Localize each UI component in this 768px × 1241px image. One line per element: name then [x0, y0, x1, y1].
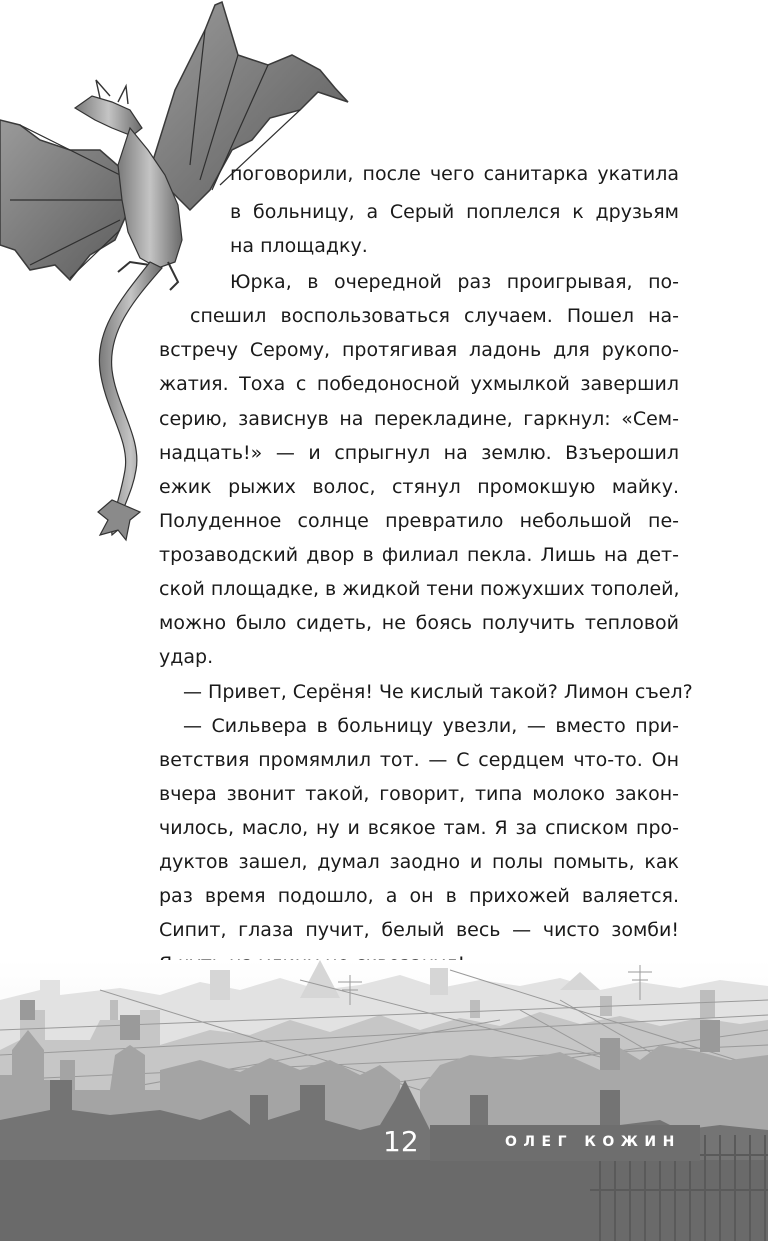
text-line: можно было сидеть, не боясь получить тепловой — [159, 612, 679, 634]
text-line: дуктов зашел, думал заодно и полы помыть, как — [159, 851, 679, 873]
text-line: — Сильвера в больницу увезли, — вместо при- — [183, 715, 679, 737]
text-line: в больницу, а Серый поплелся к друзьям — [230, 201, 679, 223]
text-line: на площадку. — [230, 235, 368, 257]
author-name: ОЛЕГ КОЖИН — [505, 1134, 681, 1150]
text-line: спешил воспользоваться случаем. Пошел на- — [190, 305, 679, 327]
page-number: 12 — [383, 1125, 419, 1158]
text-line: вчера звонит такой, говорит, типа молоко закон- — [159, 783, 679, 805]
text-line: удар. — [159, 646, 214, 668]
text-line: ской площадке, в жидкой тени пожухших тополей, — [159, 578, 680, 600]
text-line: раз время подошло, а он в прихожей валяется. — [159, 885, 679, 907]
cityscape-illustration — [0, 960, 768, 1241]
text-line: — Привет, Серёня! Че кислый такой? Лимон съел? — [183, 681, 693, 703]
text-line: ежик рыжих волос, стянул промокшую майку. — [159, 476, 679, 498]
text-line: поговорили, после чего санитарка укатила — [230, 163, 679, 185]
text-line: Сипит, глаза пучит, белый весь — чисто зомби! — [159, 919, 679, 941]
text-line: встречу Серому, протягивая ладонь для рукопо- — [159, 339, 679, 361]
text-line: Полуденное солнце превратило небольшой пе- — [159, 510, 679, 532]
text-line: чилось, масло, ну и всякое там. Я за списком про- — [159, 817, 679, 839]
text-line: надцать!» — и спрыгнул на землю. Взъерошил — [159, 442, 679, 464]
text-line: Юрка, в очередной раз проигрывая, по- — [230, 271, 679, 293]
text-line: ветствия промямлил тот. — С сердцем что-то. Он — [159, 749, 679, 771]
text-line: трозаводский двор в филиал пекла. Лишь на дет- — [159, 544, 679, 566]
text-line: жатия. Тоха с победоносной ухмылкой завершил — [159, 373, 679, 395]
text-line: серию, зависнув на перекладине, гаркнул: «Сем- — [159, 408, 679, 430]
